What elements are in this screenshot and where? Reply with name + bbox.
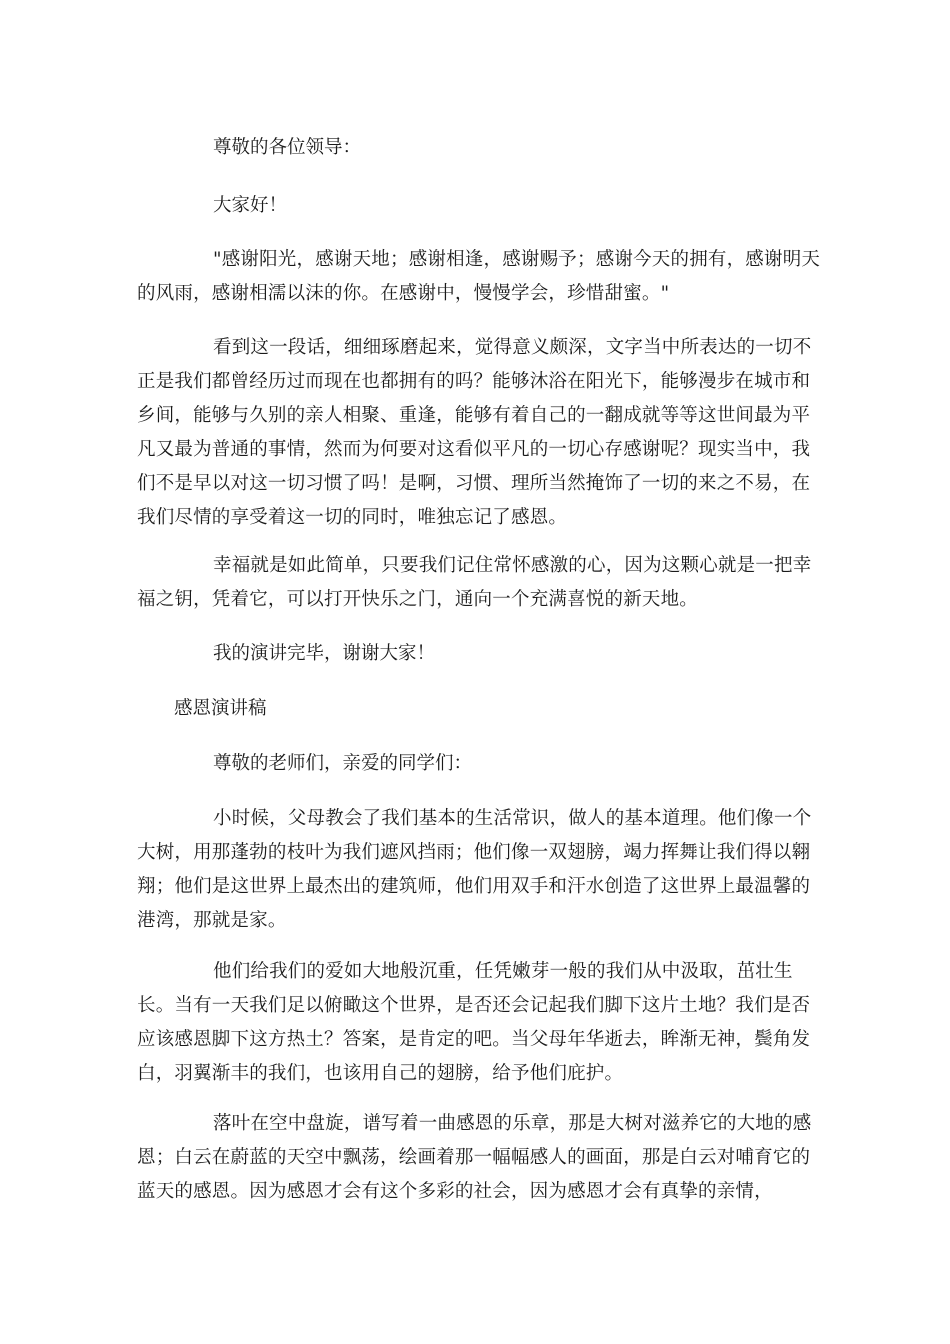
- body-paragraph-1: 看到这一段话，细细琢磨起来，觉得意义颇深，文字当中所表达的一切不正是我们都曾经历过而现在也都拥有的吗？能够沐浴在阳光下，能够漫步在城市和乡间，能够与久别的亲人相聚、重逢，能够有着自己的一翻成就等等这世间最为平凡又最为普通的事情，然而为何要对这看似平凡的一切心存感谢呢？现实当中，我们不是早以对这一切习惯了吗！是啊，习惯、理所当然掩饰了一切的来之不易，在我们尽情的享受着这一切的同时，唯独忘记了感恩。: [137, 337, 812, 528]
- hello-line: 大家好！: [213, 195, 288, 216]
- greeting-leaders: 尊敬的各位领导：: [213, 137, 362, 158]
- body-paragraph-4: 他们给我们的爱如大地般沉重，任凭嫩芽一般的我们从中汲取，茁壮生长。当有一天我们足以俯瞰这个世界，是否还会记起我们脚下这片土地？我们是否应该感恩脚下这方热土？答案，是肯定的吧。当父母年华逝去，眸渐无神，鬓角发白，羽翼渐丰的我们，也该用自己的翅膀，给予他们庇护。: [137, 961, 811, 1084]
- section-title: 感恩演讲稿: [174, 698, 267, 719]
- body-paragraph-3: 小时候，父母教会了我们基本的生活常识，做人的基本道理。他们像一个大树，用那蓬勃的枝叶为我们遮风挡雨；他们像一双翅膀，竭力挥舞让我们得以翱翔；他们是这世界上最杰出的建筑师，他们用双手和汗水创造了这世界上最温馨的港湾，那就是家。: [137, 808, 812, 931]
- quote-paragraph: "感谢阳光，感谢天地；感谢相逢，感谢赐予；感谢今天的拥有，感谢明天的风雨，感谢相濡以沫的你。在感谢中，慢慢学会，珍惜甜蜜。": [137, 249, 821, 304]
- body-paragraph-2: 幸福就是如此简单，只要我们记住常怀感激的心，因为这颗心就是一把幸福之钥，凭着它，可以打开快乐之门，通向一个充满喜悦的新天地。: [137, 555, 812, 610]
- greeting-teachers: 尊敬的老师们，亲爱的同学们：: [213, 753, 473, 774]
- closing-line: 我的演讲完毕，谢谢大家！: [213, 643, 436, 664]
- body-paragraph-5: 落叶在空中盘旋，谱写着一曲感恩的乐章，那是大树对滋养它的大地的感恩；白云在蔚蓝的天空中飘荡，绘画着那一幅幅感人的画面，那是白云对哺育它的蓝天的感恩。因为感恩才会有这个多彩的社会，因为感恩才会有真挚的亲情，: [137, 1113, 812, 1202]
